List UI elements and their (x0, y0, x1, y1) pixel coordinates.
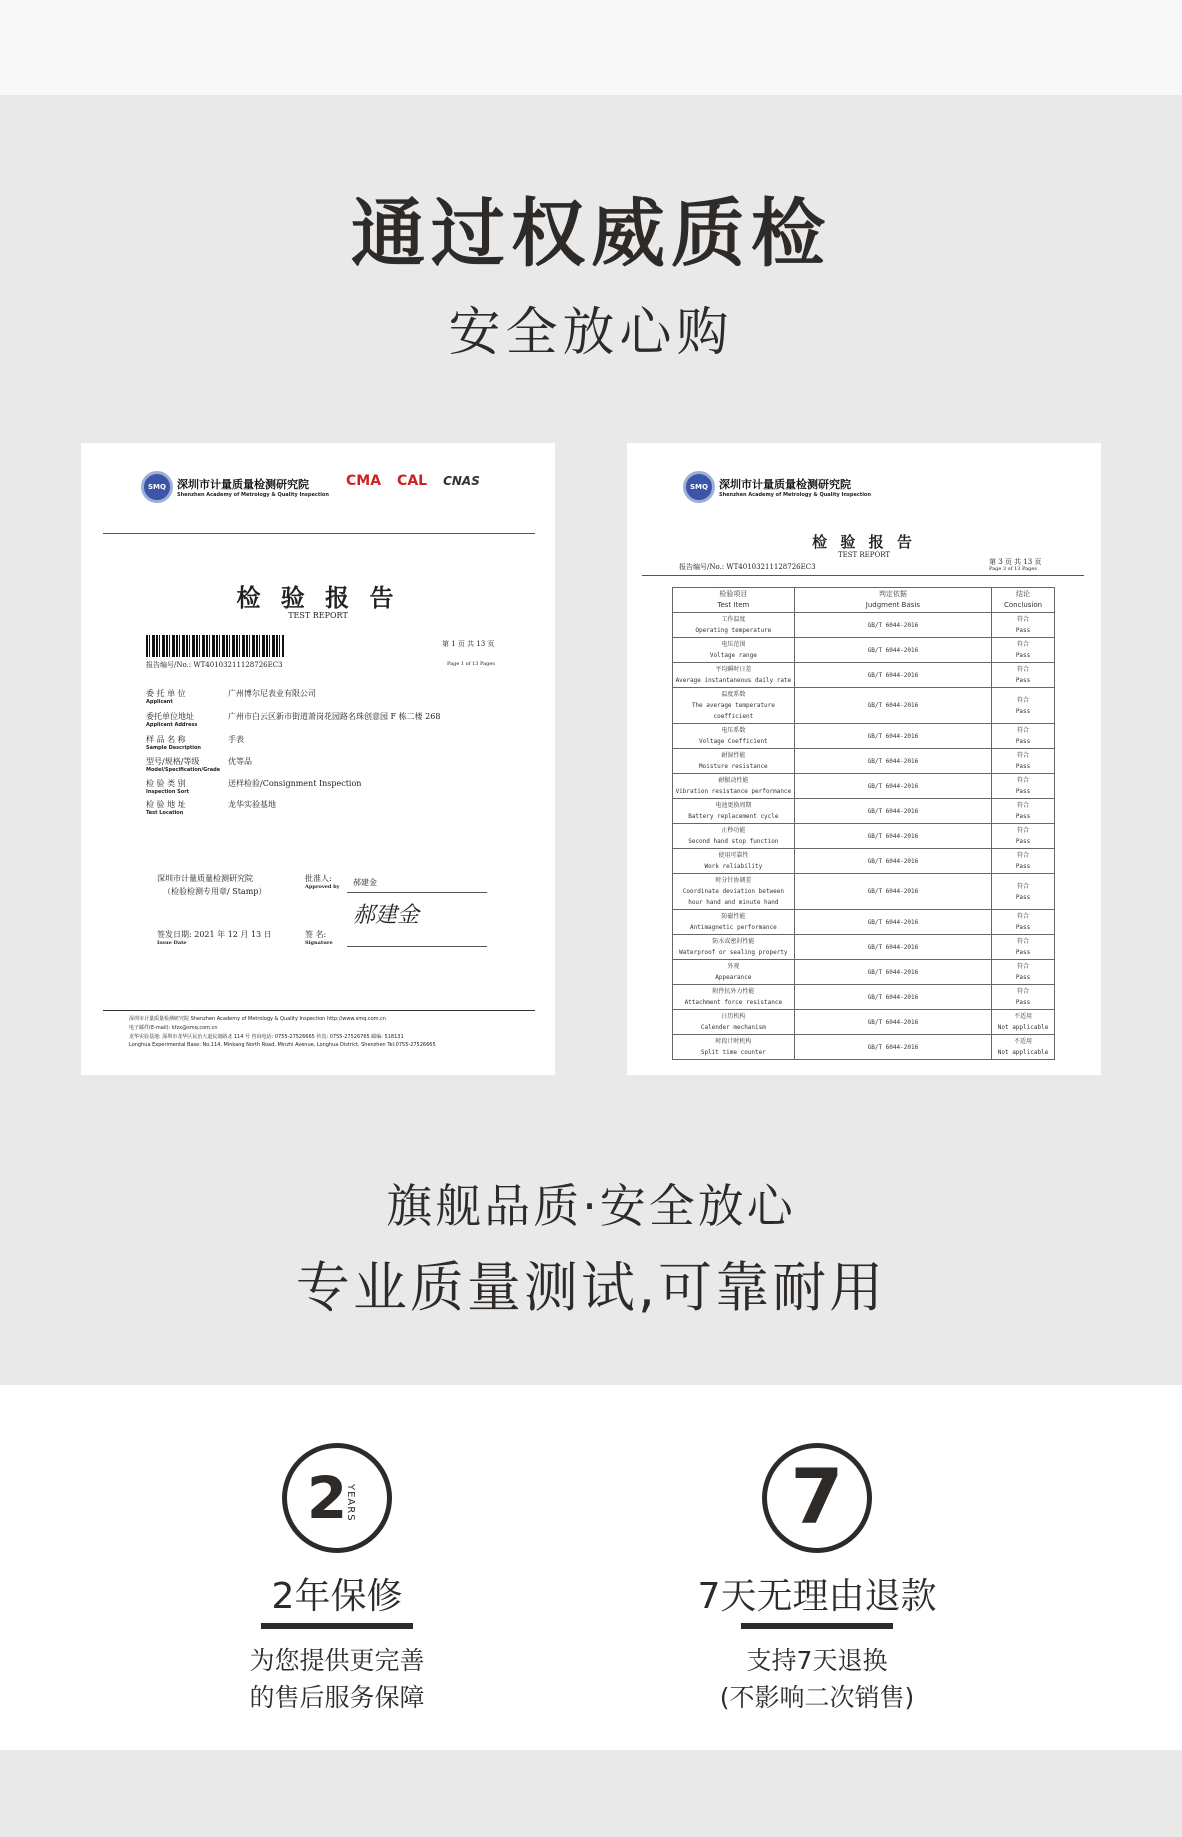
cell-test-item: 电压范围 Voltage range (673, 638, 795, 663)
feature-title-return: 7天无理由退款 (697, 1576, 937, 1617)
field-test-location: 检 验 地 址 Test Location 龙华实验基地 (146, 800, 276, 816)
stamp-line2: （检验检测专用章/ Stamp） (163, 887, 267, 896)
table-row (673, 985, 1055, 1010)
cell-basis: GB/T 6044-2016 (794, 688, 991, 724)
institute-name-cn: 深圳市计量质量检测研究院 (719, 478, 851, 491)
cell-test-item: 电压系数 Voltage Coefficient (673, 724, 795, 749)
approved-label-en: Approved by (305, 884, 340, 890)
cell-test-item: 附件抗外力性能 Attachment force resistance (673, 985, 795, 1010)
certification-marks (346, 473, 480, 489)
cell-basis: GB/T 6044-2016 (794, 663, 991, 688)
institute-name-en: Shenzhen Academy of Metrology & Quality Inspection (719, 492, 871, 498)
page-number-cn: 第 1 页 共 13 页 (442, 640, 495, 648)
signature-label-en: Signature (305, 940, 333, 946)
cell-test-item: 外观 Appearance (673, 960, 795, 985)
cell-basis: GB/T 6044-2016 (794, 1010, 991, 1035)
quality-subheading: 专业质量测试,可靠耐用 (295, 1256, 887, 1319)
footer-line4: Longhua Experimental Base: No.114, Minkang North Road, Minzhi Avenue, Longhua District, Shenzhen Tel:0755-27526665 (129, 1042, 436, 1048)
quality-heading: 旗舰品质·安全放心 (386, 1179, 796, 1233)
warranty-badge-icon (282, 1443, 392, 1553)
cell-basis: GB/T 6044-2016 (794, 960, 991, 985)
cell-basis: GB/T 6044-2016 (794, 849, 991, 874)
cell-basis: GB/T 6044-2016 (794, 1035, 991, 1060)
report-number: 报告编号/No.: WT40103211128726EC3 (679, 563, 816, 571)
report-number: 报告编号/No.: WT40103211128726EC3 (146, 661, 283, 669)
field-inspection-sort: 检 验 类 别 Inspection Sort 送样检验/Consignment Inspection (146, 779, 362, 795)
footer-line3: 龙华实验基地: 深圳市龙华区民治大道民康路北 114 号 咨询电话: 0755-27526665 传真: 0755-27526765 邮编: 518131 (129, 1034, 404, 1040)
table-header-row (673, 588, 1055, 613)
cell-conclusion: 不适用 Not applicable (992, 1010, 1055, 1035)
cell-basis: GB/T 6044-2016 (794, 824, 991, 849)
issue-date-label-en: Issue Date (157, 940, 187, 946)
table-row (673, 613, 1055, 638)
signature-line (347, 946, 487, 947)
cell-conclusion: 符合 Pass (992, 910, 1055, 935)
cell-basis: GB/T 6044-2016 (794, 799, 991, 824)
badge-number: 7 (790, 1452, 844, 1541)
cal-logo: CAL (397, 473, 428, 489)
institute-logo (683, 471, 871, 503)
handwritten-signature: 郝建金 (353, 903, 420, 928)
cell-conclusion: 符合 Pass (992, 799, 1055, 824)
feature-underline (741, 1623, 893, 1629)
cell-basis: GB/T 6044-2016 (794, 638, 991, 663)
field-grade: 型号/规格/等级 Model/Specification/Grade 优等品 (146, 757, 252, 773)
approver-line (347, 892, 487, 893)
smq-seal-icon: SMQ (141, 471, 173, 503)
cell-conclusion: 符合 Pass (992, 935, 1055, 960)
field-sample: 样 品 名 称 Sample Description 手表 (146, 735, 244, 751)
cell-test-item: 耐湿性能 Moisture resistance (673, 749, 795, 774)
cell-conclusion: 符合 Pass (992, 849, 1055, 874)
cell-conclusion: 符合 Pass (992, 613, 1055, 638)
table-row (673, 663, 1055, 688)
column-header-conclusion: 结论 Conclusion (992, 588, 1055, 613)
table-row (673, 849, 1055, 874)
cell-test-item: 日历机构 Calender mechanism (673, 1010, 795, 1035)
page-number-en: Page 3 of 13 Pages (989, 566, 1037, 572)
feature-desc-return: 支持7天退换 (不影响二次销售) (719, 1646, 915, 1712)
feature-desc-warranty: 为您提供更完善 的售后服务保障 (249, 1646, 425, 1712)
report-results-page (627, 443, 1101, 1075)
smq-seal-icon: SMQ (683, 471, 715, 503)
table-row (673, 688, 1055, 724)
cma-logo: CMA (346, 473, 382, 489)
cell-conclusion: 不适用 Not applicable (992, 1035, 1055, 1060)
cell-conclusion: 符合 Pass (992, 874, 1055, 910)
cell-test-item: 时段计时机构 Split time counter (673, 1035, 795, 1060)
cell-conclusion: 符合 Pass (992, 960, 1055, 985)
cell-test-item: 温度系数 The average temperature coefficient (673, 688, 795, 724)
signature-label: 签 名: (305, 930, 327, 939)
subtitle: 安全放心购 (448, 303, 734, 363)
report-title-en: TEST REPORT (288, 611, 348, 620)
feature-underline (261, 1623, 413, 1629)
cell-conclusion: 符合 Pass (992, 688, 1055, 724)
institute-logo (141, 471, 329, 503)
footer-divider (103, 1010, 535, 1011)
results-table (672, 587, 1055, 1060)
issue-date: 签发日期: 2021 年 12 月 13 日 (157, 930, 272, 939)
cell-basis: GB/T 6044-2016 (794, 749, 991, 774)
field-applicant: 委 托 单 位 Applicant 广州博尔尼表业有限公司 (146, 689, 316, 705)
approved-label: 批准人: (305, 874, 332, 883)
page-number-en: Page 1 of 13 Pages (447, 661, 495, 667)
table-row (673, 638, 1055, 663)
cell-conclusion: 符合 Pass (992, 985, 1055, 1010)
feature-title-warranty: 2年保修 (271, 1576, 403, 1617)
badge-number: 2 (306, 1464, 348, 1532)
bottom-strip (0, 1750, 1182, 1837)
cell-test-item: 防磁性能 Antimagnetic performance (673, 910, 795, 935)
table-row (673, 874, 1055, 910)
table-row (673, 1010, 1055, 1035)
cell-conclusion: 符合 Pass (992, 824, 1055, 849)
cell-conclusion: 符合 Pass (992, 638, 1055, 663)
report-cover-page (81, 443, 555, 1075)
cell-basis: GB/T 6044-2016 (794, 774, 991, 799)
table-row (673, 724, 1055, 749)
top-strip (0, 0, 1182, 95)
table-row (673, 799, 1055, 824)
return-badge-icon (762, 1443, 872, 1553)
table-row (673, 824, 1055, 849)
divider (103, 533, 535, 534)
approver-name: 郝建金 (353, 878, 377, 887)
cell-test-item: 使用可靠性 Work reliability (673, 849, 795, 874)
cell-test-item: 电池更换周期 Battery replacement cycle (673, 799, 795, 824)
cell-test-item: 时分针协调差 Coordinate deviation between hour hand and minute hand (673, 874, 795, 910)
table-row (673, 774, 1055, 799)
cell-basis: GB/T 6044-2016 (794, 724, 991, 749)
cell-test-item: 防水或密封性能 Waterproof or sealing property (673, 935, 795, 960)
badge-years-label: YEARS (345, 1484, 356, 1522)
cell-conclusion: 符合 Pass (992, 774, 1055, 799)
institute-name-en: Shenzhen Academy of Metrology & Quality Inspection (177, 492, 329, 498)
cell-basis: GB/T 6044-2016 (794, 985, 991, 1010)
cell-conclusion: 符合 Pass (992, 663, 1055, 688)
field-applicant-address: 委托单位地址 Applicant Address 广州市白云区新市街道萧岗花园路名珠创意园 F 栋二楼 268 (146, 712, 441, 728)
cell-basis: GB/T 6044-2016 (794, 613, 991, 638)
cell-basis: GB/T 6044-2016 (794, 910, 991, 935)
cell-conclusion: 符合 Pass (992, 749, 1055, 774)
cell-basis: GB/T 6044-2016 (794, 874, 991, 910)
report-title: 检 验 报 告 (812, 533, 916, 551)
footer-line2: 电子邮件(E-mail): kfzx@smq.com.cn (129, 1025, 218, 1031)
cell-test-item: 止秒功能 Second hand stop function (673, 824, 795, 849)
table-row (673, 960, 1055, 985)
cnas-logo: CNAS (443, 474, 480, 488)
institute-name-cn: 深圳市计量质量检测研究院 (177, 478, 309, 491)
column-header-test-item: 检验项目 Test Item (673, 588, 795, 613)
table-row (673, 749, 1055, 774)
barcode (146, 635, 284, 657)
column-header-basis: 判定依据 Judgment Basis (794, 588, 991, 613)
stamp-line1: 深圳市计量质量检测研究院 (157, 874, 253, 883)
table-row (673, 1035, 1055, 1060)
page-number-cn: 第 3 页 共 13 页 (989, 558, 1042, 566)
cell-test-item: 平均瞬时日差 Average instantaneous daily rate (673, 663, 795, 688)
cell-test-item: 工作温度 Operating temperature (673, 613, 795, 638)
cell-basis: GB/T 6044-2016 (794, 935, 991, 960)
report-title-en: TEST REPORT (837, 551, 891, 559)
cell-test-item: 耐振动性能 Vibration resistance performance (673, 774, 795, 799)
footer-line1: 深圳市计量质量检测研究院 Shenzhen Academy of Metrology & Quality Inspection http://www.smq.com.cn (129, 1016, 387, 1022)
table-row (673, 910, 1055, 935)
report-title: 检 验 报 告 (236, 583, 400, 612)
divider (642, 575, 1084, 576)
main-title: 通过权威质检 (351, 191, 831, 277)
cell-conclusion: 符合 Pass (992, 724, 1055, 749)
table-row (673, 935, 1055, 960)
